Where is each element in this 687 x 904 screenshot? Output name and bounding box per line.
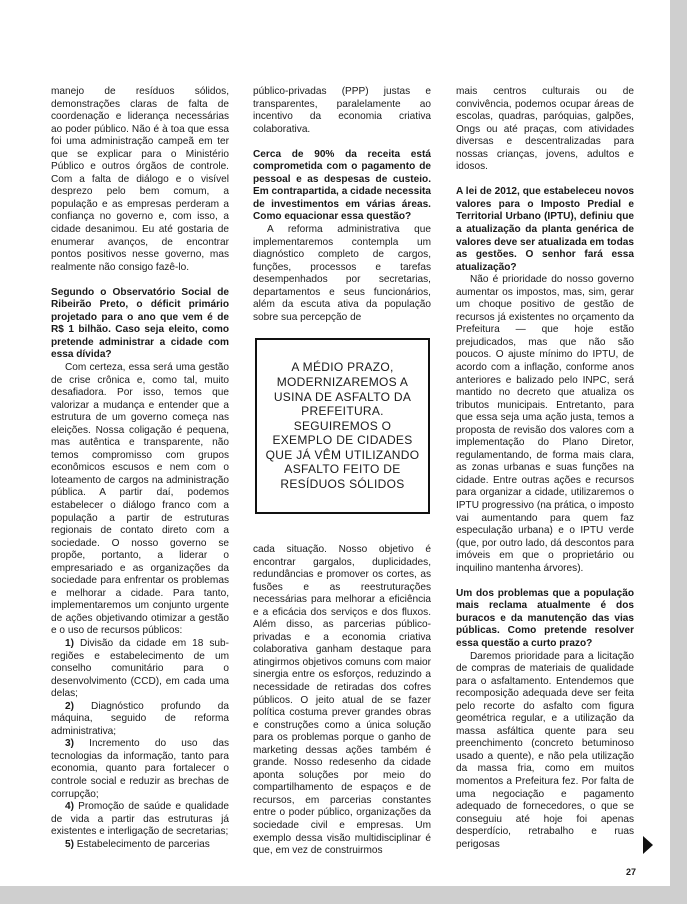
list-item <box>51 701 229 739</box>
list-item-number: 4) <box>65 801 74 813</box>
list-item-text: Promoção de saúde e qualidade de vida a partir das estruturas já existentes e interligação de secretarias; <box>51 801 229 838</box>
list-item-number: 1) <box>65 638 74 650</box>
list-item <box>51 839 229 852</box>
interview-question: A lei de 2012, que estabeleceu novos valores para o Imposto Predial e Territorial Urbano (IPTU), definiu que a atualização da planta genérica de valores deve ser atualizada em todas as gestões. O senhor fará essa atualização? <box>456 186 634 273</box>
page-edge-right <box>670 0 687 904</box>
paragraph: mais centros culturais ou de convivência, podemos ocupar áreas de escolas, quadras, paróquias, galpões, Ongs ou até praças, com atividades diversas e descentralizadas para nossas crianças, jovens, adultos e idosos. <box>456 86 634 173</box>
list-item <box>51 738 229 801</box>
interview-answer: Com certeza, essa será uma gestão de crise crônica e, como tal, muito desafiadora. Por isso, temos que valorizar a mudança e entender que a estrutura de um governo começa nas eleições. Nossa coligação é pequena, mas autêntica e transparente, não temos compromisso com grupos econômicos escusos e nem com o loteamento de cargos na administração pública. A partir daí, podemos estabelecer o diálogo franco com a população a partir de estruturas regionais de contato direto com a sociedade. O nosso governo se propõe, portanto, a liderar o empresariado e as organizações da sociedade para enfrentar os problemas e melhorar a cidade. Para tanto, implementaremos um conjunto urgente de ações objetivando otimizar a gestão e o uso de recursos públicos: <box>51 361 229 637</box>
list-item <box>51 638 229 701</box>
interview-answer: Não é prioridade do nosso governo aumentar os impostos, mas, sim, gerar um choque positivo de gestão de recursos já existentes no orçamento da Prefeitura — que hoje estão prejudicados, mas que não são poucos. O ajuste mínimo do IPTU, de acordo com a inflação, conforme anos anteriores e balizado pelo INPC, será mantido no decreto que atualiza os tributos municipais. Entretanto, para que essa seja uma ação justa, temos a proposta de revisão dos valores com a implementação do Plano Diretor, regulamentando, de forma mais clara, as zonas urbanas e suas funções na cidade. Entre outras ações e recursos para organizar a cidade, utilizaremos o IPTU progressivo (na prática, o imposto vai aumentando para quem faz especulação urbana) e o IPTU verde (que, por outro lado, dá descontos para imóveis em que o proprietário ou inquilino mantenha árvores). <box>456 274 634 574</box>
interview-question: Um dos problemas que a população mais reclama atualmente é dos buracos e da manutenção das vias públicas. Como pretende resolver essa questão a curto prazo? <box>456 587 634 649</box>
list-item-text: Incremento do uso das tecnologias da informação, tanto para economia, quanto para fortalecer o controle social e reduzir as brechas de corrupção; <box>51 738 229 800</box>
interview-question: Cerca de 90% da receita está comprometida com o pagamento de pessoal e as despesas de custeio. Em contrapartida, a cidade necessita de investimentos em várias áreas. Como equacionar essa questão? <box>253 148 431 223</box>
page-edge-bottom <box>0 886 687 904</box>
paragraph: cada situação. Nosso objetivo é encontrar gargalos, duplicidades, redundâncias e promover os cortes, as fusões e as reestruturações necessárias para melhorar a eficiência e a eficácia dos serviços e dos fluxos. Além disso, as parcerias público-privadas e a economia criativa colaborativa ganham destaque para atingirmos objetivos comuns com maior sinergia entre os esforços, reduzindo a necessidade de retiradas dos cofres públicos. O jeito atual de se fazer política costuma prever grandes obras e construções como a única solução para os problemas porque o ganho de marketing dessas ações também é grande. Nosso redesenho da cidade aponta soluções por meio do compartilhamento de espaços e de recursos, em parcerias constantes entre o poder público, organizações da sociedade civil e empresas. Um exemplo dessa visão multidisciplinar é que, em vez de construirmos <box>253 544 431 857</box>
list-item-text: Divisão da cidade em 18 sub-regiões e estabelecimento de um conselho comunitário para o desenvolvimento (CCD), em cada uma delas; <box>51 638 229 700</box>
paragraph: manejo de resíduos sólidos, demonstrações claras de falta de coordenação e liderança necessárias ao poder público. Não é à toa que essa foi uma administração campeã em ter que se explicar para o Ministério Público e outros órgãos de controle. Com a falta de diálogo e o visível desprezo pelo bem comum, a população e as empresas perderam a confiança no governo e, com isso, a cidade desanimou. Eu até gostaria de enumerar avanços, de encontrar pontos positivos nesse governo, mas realmente não consigo fazê-lo. <box>51 86 229 273</box>
interview-question: Segundo o Observatório Social de Ribeirão Preto, o déficit primário projetado para o ano que vem é de R$ 1 bilhão. Caso seja eleito, como pretende administrar a cidade com essa dívida? <box>51 286 229 361</box>
paragraph: público-privadas (PPP) justas e transparentes, paralelamente ao incentivo da economia criativa colaborativa. <box>253 86 431 135</box>
continue-arrow-icon <box>643 836 653 854</box>
pull-quote-box <box>255 338 430 514</box>
list-item-number: 2) <box>65 700 74 712</box>
list-item-text: Diagnóstico profundo da máquina, seguido de reforma administrativa; <box>51 700 229 737</box>
list-item-number: 3) <box>65 738 74 750</box>
text-column-3 <box>456 86 634 851</box>
pull-quote-text: A MÉDIO PRAZO, MODERNIZAREMOS A USINA DE ASFALTO DA PREFEITURA. SEGUIREMOS O EXEMPLO DE CIDADES QUE JÁ VÊM UTILIZANDO ASFALTO FEITO DE RESÍDUOS SÓLIDOS <box>265 360 420 492</box>
interview-answer: A reforma administrativa que implementaremos contempla um diagnóstico completo de cargos, funções, processos e tarefas desempenhados por secretarias, departamentos e seus funcionários, além da escuta ativa da população sobre sua percepção de <box>253 223 431 323</box>
text-column-2-top <box>253 86 431 324</box>
list-item-number: 5) <box>65 838 74 850</box>
page-number: 27 <box>626 867 637 877</box>
list-item-text: Estabelecimento de parcerias <box>76 838 210 850</box>
list-item <box>51 801 229 839</box>
text-column-2-bottom <box>253 544 431 858</box>
interview-answer: Daremos prioridade para a licitação de compras de materiais de qualidade para o asfaltamento. Entendemos que recomposição adequada deve ser feita pelo recorte do asfalto com figura geométrica regular, e a utilização da massa asfáltica quente para seu preenchimento (concreto betuminoso usado a quente), e não pela utilização da massa fria, como em muitos momentos a Prefeitura fez. Por falta de uma negociação e pagamento adequado de fornecedores, o que se conseguiu até hoje foi apenas desperdício, retrabalho e ruas perigosas <box>456 650 634 850</box>
text-column-1 <box>51 86 229 851</box>
